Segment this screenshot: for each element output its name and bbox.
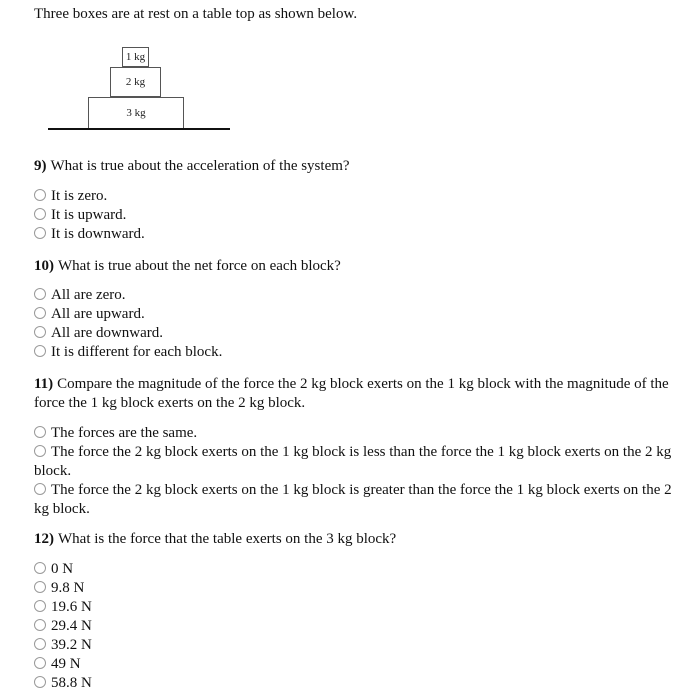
question-12 (34, 530, 686, 549)
radio-icon[interactable] (34, 657, 46, 669)
radio-icon[interactable] (34, 600, 46, 612)
radio-icon[interactable] (34, 307, 46, 319)
q12-option-6[interactable]: 49 N (34, 655, 680, 674)
question-9 (34, 157, 686, 176)
radio-icon[interactable] (34, 426, 46, 438)
question-10 (34, 257, 686, 276)
question-number: 10) (34, 258, 54, 274)
radio-icon[interactable] (34, 189, 46, 201)
question-number: 11) (34, 376, 54, 392)
q9-option-2[interactable]: It is upward. (34, 206, 680, 225)
radio-icon[interactable] (34, 208, 46, 220)
question-text: What is the force that the table exerts on the 3 kg block? (58, 531, 397, 547)
q10-option-3[interactable]: All are downward. (34, 324, 680, 343)
q11-option-3[interactable]: The force the 2 kg block exerts on the 1 kg block is greater than the force the 1 kg block exerts on the 2 kg block. (34, 482, 672, 517)
question-number: 12) (34, 531, 54, 547)
q9-option-1[interactable]: It is zero. (34, 187, 680, 206)
question-text: What is true about the acceleration of the system? (50, 158, 350, 174)
q11-option-2[interactable]: The force the 2 kg block exerts on the 1 kg block is less than the force the 1 kg block exerts on the 2 kg block. (34, 444, 672, 479)
q10-option-4[interactable]: It is different for each block. (34, 343, 680, 362)
q12-option-5[interactable]: 39.2 N (34, 636, 680, 655)
box-3kg: 3 kg (88, 97, 184, 129)
q11-option-1[interactable]: The forces are the same. (34, 424, 680, 443)
q10-option-2[interactable]: All are upward. (34, 305, 680, 324)
boxes-diagram (0, 0, 260, 140)
radio-icon[interactable] (34, 638, 46, 650)
question-11 (34, 375, 686, 413)
intro-text: Three boxes are at rest on a table top as shown below. (34, 6, 358, 22)
radio-icon[interactable] (34, 581, 46, 593)
radio-icon[interactable] (34, 676, 46, 688)
radio-icon[interactable] (34, 562, 46, 574)
radio-icon[interactable] (34, 345, 46, 357)
q12-option-4[interactable]: 29.4 N (34, 617, 680, 636)
q12-option-2[interactable]: 9.8 N (34, 579, 680, 598)
radio-icon[interactable] (34, 445, 46, 457)
table-top-line (48, 128, 230, 130)
radio-icon[interactable] (34, 288, 46, 300)
radio-icon[interactable] (34, 326, 46, 338)
box-1kg: 1 kg (122, 47, 149, 67)
question-number: 9) (34, 158, 47, 174)
question-text: Compare the magnitude of the force the 2 kg block exerts on the 1 kg block with the magnitude of the force the 1 kg block exerts on the 2 kg block. (34, 376, 669, 411)
radio-icon[interactable] (34, 227, 46, 239)
q9-option-3[interactable]: It is downward. (34, 225, 680, 244)
q10-option-1[interactable]: All are zero. (34, 286, 680, 305)
radio-icon[interactable] (34, 483, 46, 495)
radio-icon[interactable] (34, 619, 46, 631)
question-text: What is true about the net force on each block? (58, 258, 341, 274)
q12-option-3[interactable]: 19.6 N (34, 598, 680, 617)
q12-option-7[interactable]: 58.8 N (34, 674, 680, 693)
q12-option-1[interactable]: 0 N (34, 560, 680, 579)
box-2kg: 2 kg (110, 67, 161, 97)
